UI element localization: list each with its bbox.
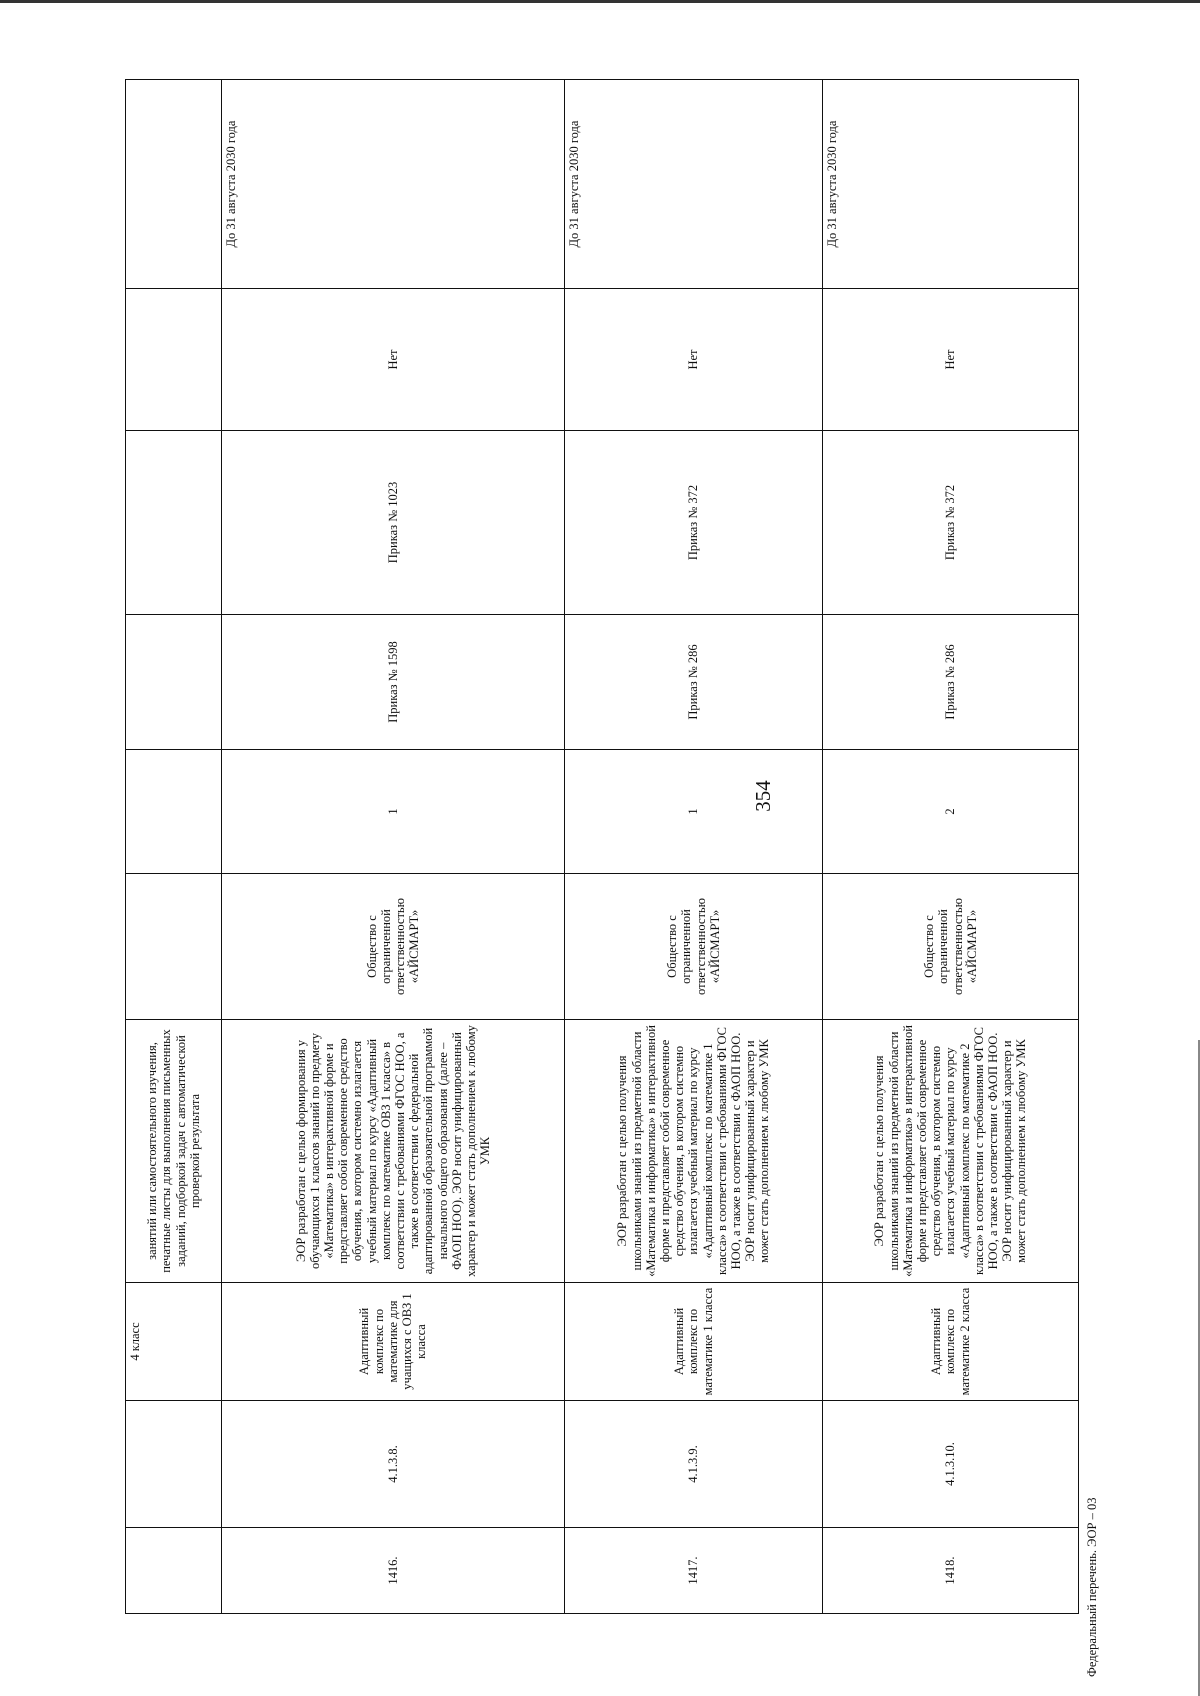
cell-flag bbox=[126, 289, 222, 431]
cell-order2: Приказ № 372 bbox=[823, 431, 1079, 615]
cell-num: 1416. bbox=[222, 1528, 565, 1614]
scan-edge-top bbox=[0, 0, 1200, 3]
cell-grade: 1 bbox=[565, 750, 823, 874]
cell-order2: Приказ № 1023 bbox=[222, 431, 565, 615]
footer-note: Федеральный перечень. ЭОР – 03 bbox=[1085, 1497, 1099, 1677]
cell-organization: Общество с ограниченной ответственностью «АЙСМАРТ» bbox=[565, 874, 823, 1020]
cell-title: Адаптивный комплекс по математике для учащихся с ОВЗ 1 класса bbox=[222, 1283, 565, 1401]
cell-valid: До 31 августа 2030 года bbox=[823, 80, 1079, 289]
cell-description: ЭОР разработан с целью формирования у обучающихся 1 классов знаний по предмету «Математика» в интерактивной форме и представляет собой современное средство обучения, в котором системно излагается учебный материал по курсу «Адаптивный комплекс по математике ОВЗ 1 класса» в соответствии с требованиями ФГОС НОО, а также в соответствии с федеральной адаптированной образовательной программой начального общего образования (далее – ФАОП НОО). ЭОР носит унифицированный характер и может стать дополнением к любому УМК bbox=[222, 1020, 565, 1283]
cell-valid bbox=[126, 80, 222, 289]
cell-grade-heading: 4 класс bbox=[126, 1283, 222, 1401]
cell-description: ЭОР разработан с целью получения школьниками знаний из предметной области «Математика и информатика» в интерактивной форме и представляет собой современное средство обучения, в котором системно излагается учебный материал по курсу «Адаптивный комплекс по математике 1 класса» в соответствии с требованиями ФГОС НОО, а также в соответствии с ФАОП НОО. ЭОР носит унифицированный характер и может стать дополнением к любому УМК bbox=[565, 1020, 823, 1283]
cell-code bbox=[126, 1401, 222, 1528]
table-row bbox=[222, 80, 565, 1614]
cell-description: ЭОР разработан с целью получения школьниками знаний из предметной области «Математика и информатика» в интерактивной форме и представляет собой современное средство обучения, в котором системно излагается учебный материал по курсу «Адаптивный комплекс по математике 2 класса» в соответствии с требованиями ФГОС НОО, а также в соответствии с ФАОП НОО. ЭОР носит унифицированный характер и может стать дополнением к любому УМК bbox=[823, 1020, 1079, 1283]
cell-code: 4.1.3.10. bbox=[823, 1401, 1079, 1528]
cell-num bbox=[126, 1528, 222, 1614]
cell-order1: Приказ № 286 bbox=[565, 615, 823, 750]
cell-grade: 1 bbox=[222, 750, 565, 874]
cell-order2 bbox=[126, 431, 222, 615]
cell-flag: Нет bbox=[823, 289, 1079, 431]
cell-grade bbox=[126, 750, 222, 874]
cell-valid: До 31 августа 2030 года bbox=[565, 80, 823, 289]
cell-order2: Приказ № 372 bbox=[565, 431, 823, 615]
cell-code: 4.1.3.9. bbox=[565, 1401, 823, 1528]
cell-valid: До 31 августа 2030 года bbox=[222, 80, 565, 289]
cell-organization bbox=[126, 874, 222, 1020]
cell-organization: Общество с ограниченной ответственностью «АЙСМАРТ» bbox=[823, 874, 1079, 1020]
cell-title: Адаптивный комплекс по математике 2 класса bbox=[823, 1283, 1079, 1401]
cell-order1 bbox=[126, 615, 222, 750]
table-row-continuation bbox=[126, 80, 222, 1614]
cell-title: Адаптивный комплекс по математике 1 класса bbox=[565, 1283, 823, 1401]
cell-order1: Приказ № 1598 bbox=[222, 615, 565, 750]
cell-flag: Нет bbox=[565, 289, 823, 431]
resource-table bbox=[125, 79, 1079, 1614]
cell-num: 1418. bbox=[823, 1528, 1079, 1614]
cell-grade: 2 bbox=[823, 750, 1079, 874]
cell-organization: Общество с ограниченной ответственностью «АЙСМАРТ» bbox=[222, 874, 565, 1020]
cell-flag: Нет bbox=[222, 289, 565, 431]
cell-order1: Приказ № 286 bbox=[823, 615, 1079, 750]
page-number: 354 bbox=[751, 780, 775, 812]
cell-description: занятий или самостоятельного изучения, печатные листы для выполнения письменных заданий, подборкой задач с автоматической проверкой результата bbox=[126, 1020, 222, 1283]
cell-num: 1417. bbox=[565, 1528, 823, 1614]
table-row bbox=[823, 80, 1079, 1614]
table-row bbox=[565, 80, 823, 1614]
document-table-wrapper bbox=[125, 80, 1076, 1614]
cell-code: 4.1.3.8. bbox=[222, 1401, 565, 1528]
